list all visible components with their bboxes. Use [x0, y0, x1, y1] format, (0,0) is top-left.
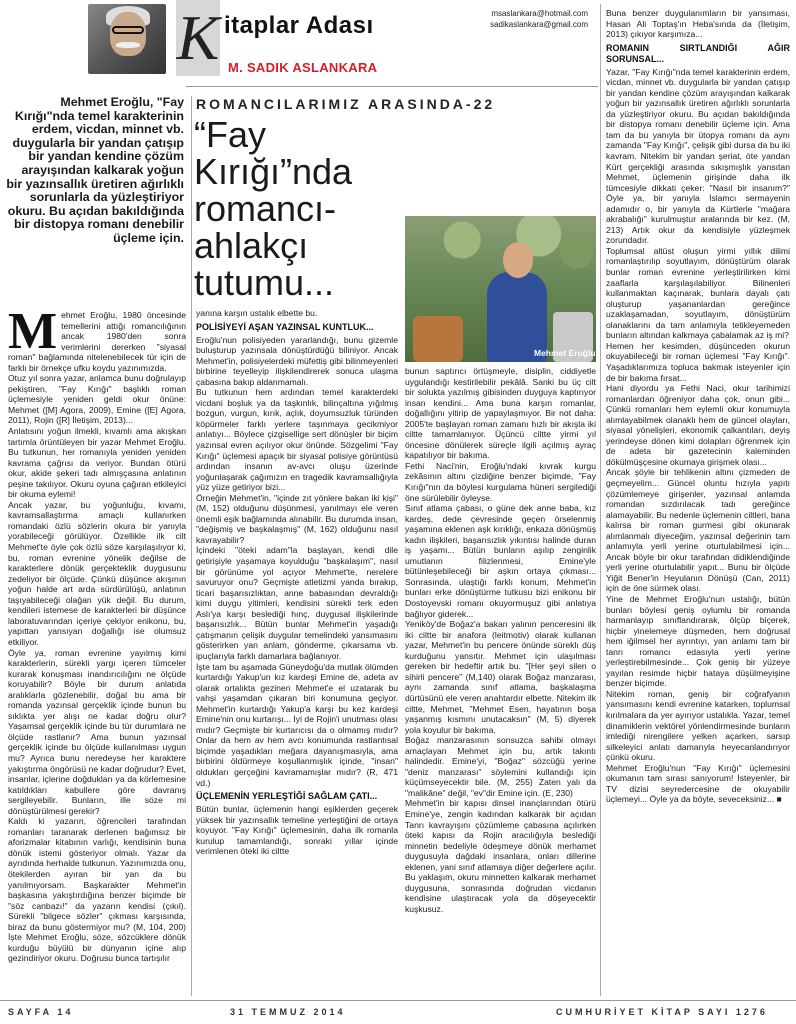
email-1[interactable]: msaslankara@hotmail.com — [491, 9, 588, 18]
paragraph: Hani diyordu ya Fethi Naci, okur tarihimizi romanlardan öğreniyor daha çok, onun gibi... Çünkü romanları hem eylemli okur konumuyla alımlayabilmek olanaklı hem de güncel olayları, siyasal yönelişleri, ekonomik çalkantıları, deyiş yerindeyse dönen kimi dolapları öğrenmek için de adeta bir gazetecinin kaleminden dökülmüşçesine okumaya girişmek olası... — [606, 383, 790, 467]
paragraph: Toplumsal altüst oluşun yirmi yıllık dilimi romanlaştırılıp soyutlayım, dönüştürüm olarak bunlar roman evrenine yerleştirilirken kimi zaaflarla karşılaşılabiliyor. Bilinenleri kullanmaktan kaçınarak, bunlara dayalı çatı oluşturup yaşananlardan gereğince uzaklaşamadan, soyutlayım, dönüştürüm olanaklarını da tam anlamıyla tetikleyemeden bunların altından kalkmaya çabalamak az iş mi? — [606, 245, 790, 341]
article-column-2 — [196, 308, 398, 996]
article-column-3 — [405, 366, 596, 996]
author-photo — [88, 4, 166, 74]
page-footer — [0, 1000, 796, 1024]
drop-cap: M — [8, 310, 58, 360]
paragraph: Ancak yazar, bu yoğunluğu, kıvamı, kavramsallaştırma amaçlı kullanırken romandaki özlü sözlerin okura bir yanıyla yorabileceği görülüyor. Özellikle ilk cilt Mehmet'te öyle çok özlü söze karşılaşılıyor ki, bu, roman evrenine yönelik değilse de karakterlere dönük gerçekteklik duygusunu zedeliyor bir ölçüde. Çünkü düşünce akışının yoğun halde art arda sürdürülüşü, anlatının taşıyabileceği olağan yük değil. Bu durum, kendileri istemese de karakterleri bir düşünce laboratuvarından içeriye çekiyor enikonu, bu, yapıttan yansıyan doğallığı ise olumsuz etkiliyor. — [8, 499, 186, 647]
subheading: ROMANIN SIRTLANDIĞI AĞIR SORUNSAL... — [606, 42, 790, 64]
paragraph: İçindeki "öteki adam"la başlayan, kendi dile getirişiyle yaşamaya koyulduğu "başkalaşım", nasıl bir görünüme yol açıyor Mehmet'te, nerelere savuruyor onu? Geçmişte atletizmi yanda bırakıp, ticari başarısızlıktan, anne babasından devraldığı kimi duygu yitimleri, kendisini sürekli terk eden Aslı'ya karşı beslediği hınç, duygusal ilişkilerinde başarısızlık... Bütün bunlar Mehmet'in yaşadığı çatışmanın çelişik duygular temelindeki yansımasını gösterirken yan anlam, gönderme, çıkarsama vb. ipuçlarıyla farklı damarlara bağlanıyor. — [196, 545, 398, 661]
header-rule — [186, 86, 598, 87]
paragraph: Nitekim roman, geniş bir coğrafyanın yansımasını kendi evrenine katarken, toplumsal kırılmalara da yer ayırıyor ustalıkla. Yazar, temel dinamiklerin vektörel yönlendirmesinde bunların imlediği nirengilere yelken açarken, sarsıp silkeleyici anlatı damarıyla heyecanlandırıyor çünkü okuru. — [606, 688, 790, 763]
subheading: POLİSİYEYİ AŞAN YAZINSAL KUNTLUK... — [196, 321, 374, 332]
author-face — [110, 12, 146, 56]
paragraph: Sınıf atlama çabası, o güne dek anne baba, kız kardeş, dede çevresinde geçen örselenmiş yaşamına eklenen aşk kırıklığı, enkaza dönüşmüş kadın ilişkileri, başarısızlık yıkıntısı halinde duran iş yaşamı... Bütün bunların aşılıp zenginlik umutlanın filizlenmesi, Emine'yle bütünleşebileceği bir aşkın ortaya çıkması... Sonrasında, ulaştığı farklı konum, Mehmet'in bunları erke dönüştürme tutkusu bizi enikonu bir Dostoyevski romanı okuyormuşuz gibi anlatıya bağlıyor giderek... — [405, 503, 596, 619]
article-column-1 — [8, 310, 186, 996]
footer-date: 31 TEMMUZ 2014 — [230, 1007, 346, 1017]
paragraph: Öyle ya, roman evrenine yayılmış kimi karakterlerin, sürekli yargı içeren tümceler kurarak konuşması inandırıcılığını ne ölçüde koruyabilir? Böyle bir durum anlatıda aralıklarla gözlenebilir, doğal bu ama bir romanda yazınsal gerçeklik içinde bunun bu sıklıkta yer alışı ne kadar doğru olur? Yaşamsal gerçeklik içinde bu tür durumlara ne ölçüde rastlanır? Ama bunun yazınsal gerçeklik içinde bu ölçüde kullanılması uygun mu? Ayrıca bunu neredeyse her karaktere yakıştırma öngörüsü ne kadar doğrudur? Evet, insanlar, içlerine doğdukları ya da körlemesine katıldıkları kabullere göre davranış sergileyebilir. Bunların, ille söze mi dönüştürülmesi gerekir? — [8, 647, 186, 816]
column-divider — [600, 4, 601, 996]
author-emails — [486, 8, 588, 30]
article-column-4 — [606, 8, 790, 996]
headline: “Fay Kırığı”nda romancı-ahlakçı tutumu... — [194, 114, 353, 303]
paragraph: Eroğlu'nun polisiyeden yararlandığı, bunu gizemle buluşturup yazınsala dönüştürdüğü biliniyor. Ancak Mehmet'in, polisiyelerdeki müfettiş gibi bilinmeyenleri birbirine teyelleyip ilişkilendirerek sonuca ulaşma çabasına bakıp aldanmamalı. — [196, 334, 398, 387]
footer-publication: CUMHURİYET KİTAP SAYI 1276 — [556, 1007, 768, 1017]
paragraph: Yeniköy'de Boğaz'a bakan yalının penceresini ilk iki ciltte bir anafora (leitmotiv) olarak kullanan yazar, Mehmet'in bu pencere önünde süreklı düş kurduğunu yansıtır. Mehmet için ulaşılması gereken bir hedeftir artık bu. "[Her şeyi silen o sihirli pencere" (M,140) olarak Boğaz manzarası, aynı zamanda sınıf atlama, başkalaşma dürtüsünü ele veren anahtardır elbette. Nitekim ilk ciltte, Mehmet, "Mehmet Esen, hayatının boşa yaşanmış kısmını unutacaksın" (M, 5) diyerek yola koyulur bir bakıma. — [405, 619, 596, 735]
photo-caption: Mehmet Eroğlu — [534, 348, 596, 358]
subheading: ÜÇLEMENİN YERLEŞTİĞİ SAĞLAM ÇATI... — [196, 791, 378, 802]
section-kicker: ROMANCILARIMIZ ARASINDA-22 — [196, 96, 496, 112]
paragraph: Bu tutkunun hem ardından temel karakterdeki vicdani boşluk ya da taşkınlık, bilinçaltına yığılmış bozgun, vurgun, kırık, açlık, doyumsuzluk türünden köpürmeler farklı yerlere taşınmaya gecikmiyor anlatıyı... Böylece çizgisellige sert dönüşler bir biçim yazınsal evren açılıyor okur önünde. Sözgelimi "Fay Kırığı" üçlemesi apaçık bir siyasal polisiye görüntüsü ardından insanın av-avcı oluşu üzerinde yoğunlaşarak çağımızın en tragedik kavramsallığıyla yüz yüze getiriyor bizi... — [196, 387, 398, 493]
paragraph: Bütün bunlar, üçlemenin hangi eşiklerden geçerek yüksek bir yazınsallık temeline yerleştiğini de ortaya koyuyor. "Fay Kırığı" üçlemesinin, daha ilk romanla kurulup tamamlandığı, sonraki yıllar içinde verimlenen öteki iki ciltte — [196, 804, 398, 857]
paragraph: Otuz yıl sonra yazar, anlamca bunu doğrulayıp pekiştiren, "Fay Kırığı" başlıklı roman üçlemesiyle yeniden geldi okur önüne: Mehmet ([M] Agora, 2009), Emine ([E] Agora, 2011), Rojin ([R] İletişim, 2013)... — [8, 373, 186, 426]
paragraph: bunun saptırıcı örtüşmeyle, disiplin, ciddiyetle uygulandığı kestirilebilir pekâlâ. Sanki bu üç cilt bir solukta yazılmış gibisinden duyguya kaptırıyor insan kendini... Ama buna karşın romanlar, doğallığını yitirip de yapaylaşmıyor. Bir not daha: 2005'te başlayan roman zamanı hızlı bir akışla iki ciltte tamamlanıyor. Üçüncü ciltte yirmi yıl öncesine dönülerek süreçle ilgili açılmış ayraç kapatılıyor bir bakıma. — [405, 366, 596, 461]
column-letter: K — [176, 0, 220, 76]
author-moustache — [116, 42, 140, 48]
paragraph: Kaldı ki yazarın, öğrencileri tarafından romanları taranarak derlenen bağımsız bir aforizmalar kitabının varlığı, kendisinin buna dönük istemi gösteriyor olmalı. Yazar da ayrıdında herhalde tutkunun. Yazınımızda onu, ötekilerden ayıran bir yan da bu yanılmıyorsam. Başkarakter Mehmet'in başkasına yakıştırdığına benzer biçimde bir "söz canbazı!" da yazarın kendisi (çıkıl). Sürekli "bilgece sözler" çıkması karşısında, biraz da bunu göstermiyor mu? (M, 104, 200) İşte Mehmet Eroğlu, söze, sözcüklere dönük kurduğu büyülü bir dünyanın içine alıp gezindiriyor okuru. Doğrusu bunca tartışılır — [8, 816, 186, 964]
footer-page-number: SAYFA 14 — [8, 1007, 74, 1017]
column-title: itaplar Adası — [224, 12, 374, 39]
eroglu-photo — [405, 216, 596, 362]
paragraph: Ancak şöyle bir tehlikenin altını çizmeden de geçmeyelim... Güncel oluntu hızıyla yapıtı çözümlemeye girişenler, yazınsal anlamda romandan sızdırılacak tadı gereğince alamayabilir. Bu nedenle üçlemenin ciltleri, bana kalırsa bir roman gurmesi gibi okunarak alımlanmalı diyeceğim, yazınsal değerinin tam anlamıyla yerli yerine oturtulabilmesi için... Ancak böyle bir okur tarafından didiklendiğinde yerli yerine oturtulabilir yapıt... Bunu bir ölçüde Yiğit Bener'in Heyulanın Dönüşü (Can, 2011) için de öne sürmek olası. — [606, 467, 790, 594]
paragraph: ehmet Eroğlu, 1980 öncesinde temellerini attığı romancılığının ancak 1980'den sonra verimlerini dererken "siyasal roman" bağlamında nitelenebilecek tür için de farklı bir örnekçe ufku koydu yazınımızda. — [8, 310, 186, 373]
paragraph: Örneğin Mehmet'in, "içinde zıt yönlere bakan iki kişi" (M, 152) olduğunu düşünmesi, yanılmayı ele veren önemli eşik bağlamında alınabilir. Bu durumda insan, "değişmiş ve başkalaşmış" (M, 162) olduğunu nasıl kavrayabilir? — [196, 492, 398, 545]
author-glasses — [112, 26, 144, 34]
end-mark-icon: ■ — [776, 794, 782, 805]
photo-person-head — [503, 242, 533, 278]
paragraph: İşte tam bu aşamada Güneydoğu'da mutlak ölümden kurtardığı Yakup'un kız kardeşi Emine de, adeta av olarak ortalıkta gezinen Mehmet'e el uzatarak bu vahşi yaşamdan çıkaran biri konumuna geçiyor. Mehmet'in kurtardığı Yakup'a karşı bu kez kardeşi Emine'nin onu kurtarışı... İyi de Rojin'i unutması olası mıdır? Geçmişte bir kurtarıcısı da o olmamış mıdır? Onlar da hem av hem avcı konumunda rastlantısal biçimde yaşadıkları meğara dayanışmasıyla, ama birbirini öldürmeye koşullanmışlık içinde, "insan" oldukları gerçeğini kavramamışlar mıdır? (R, 471 vd.) — [196, 661, 398, 788]
lead-paragraph: Mehmet Eroğlu, "Fay Kırığı"nda temel karakterinin erdem, vicdan, minnet vb. duygularla bir yandan çatışıp bir yandan kendine çözüm arayışından kalkarak yoğun bir yazınsallık üretiren ağırlıklı sorunlarla da yüzleştiriyor okuru. Bu açıdan bakıldığında bir distopya romanı denebilir üçleme için. — [6, 95, 184, 245]
photo-pot — [413, 316, 463, 362]
paragraph: Fethi Naci'nin, Eroğlu'ndaki kıvrak kurgu zekâsının altını çizdiğine benzer biçimde, "Fay Kırığı"nın da böylesi kurgulama hüneri sergilediği öne sürülebilir öyleyse. — [405, 460, 596, 503]
photo-foliage — [405, 216, 596, 276]
paragraph: Buna benzer duygulanımların bir yansıması, Hasan Ali Toptaş'ın Heba'sında da (İletişim, 2013) çıkıyor karşımıza... — [606, 8, 790, 40]
paragraph: Anlatısını yoğun ilmekli, kıvamlı ama akışkan tartımla örüntüleyen bir yazar Mehmet Eroğlu. Bu tutkunun, her romanıyla yeniden yeniden kavrama çağrısı da veriyor. Bundan ötürü okur, akide şekeri tadı almışçasına anlatının peşine takılıyor. Okuru oyuna çağıran etkileyici bir okuma eylemi! — [8, 426, 186, 500]
email-2[interactable]: sadikaslankara@gmail.com — [490, 20, 588, 29]
closing-paragraph: Mehmet Eroğlu'nun "Fay Kırığı" üçlemesini okumanın tam sırası sanıyorum! İsteyenler, bir TV dizisi seyredercesine de okuyabilir üçlemeyi... Öyle ya da böyle, seveceksiniz... — [606, 762, 790, 805]
paragraph: Boğaz manzarasının sonsuzca sahibi olmayı amaçlayan Mehmet için bu, artık takıntı halindedir. Emine'yi, "Boğaz" sözcüğü yerine "deniz manzarası" söylemini kullandığı için küçümseyecektir bile. (M, 255) Zaten yalı da "malikâne" değil, "ev"dir Emine için. (E, 230) — [405, 735, 596, 798]
paragraph — [606, 763, 790, 805]
paragraph: Mehmet'in bir kapısı dinsel inançlarından ötürü Emine'ye, zengin kadından kalkarak bir açıdan Tanrı kavrayışını çözümleme çabasına açılırken öteki kapısı da Rojin aracılığıyla beslediği minnetin bedeliyle ödeşmeye dönük merhamet duygusuyla dağdaki insanlara, onları dillerine eklenen, yani sınıf atlamaya diğer değerlere açılır. Bu yaklaşım, okuru minnetten kalkarak merhamet duygusuna, sonrasında doğrudan vicdanın kendisine ulaştıracak yola da döşeyecektir kuşkusuz. — [405, 798, 596, 914]
author-name: M. SADIK ASLANKARA — [228, 60, 378, 75]
paragraph: Yazar, "Fay Kırığı"nda temel karakterinin erdem, vicdan, minnet vb. duygularla bir yandan çatışıp bir yandan kendine çözüm arayışından kalkarak yoğun bir yazınsallık üretiren ağırlıklı sorunlarla da yüzleştiriyor okuru. Bu açıdan bakıldığında bir distopya romanı denebilir üçleme için. Ama tam da bu yanıyla bir ütopya romanı da aynı zamanda "Fay Kırığı", çelişik gibi dursa da bu iki kavram. Nitekim bir yandan şeriat, öte yandan Kürt gerçekliği arasında sıkışmışlık yansıtan Mehmet, üçlemenin girişinde daha ilk tümcesiyle dikkati çeker: "Nasıl bir insanım?" Öyle ya, bir yanıyla İslamcı sermayenin adamıdır o, bir yanıyla da Kürtlerle "mağara akrabalığı" kurulmuştur aralarında bir kez. (M, 213) Artık okur da kendisiyle yüzleşmek zorundadır. — [606, 66, 790, 246]
paragraph: Hemen her kesimden, düşünceden okurun okuyabileceği bir roman üçlemesi "Fay Kırığı". Yaşadıklarımıza topluca bakmak isteyenler için de bir bakıma fırsat... — [606, 340, 790, 383]
paragraph: yanına karşın ustalık elbette bu. — [196, 308, 318, 318]
paragraph: Yine de Mehmet Eroğlu'nun ustalığı, bütün bunları böylesi geniş oylumlu bir romanda harmanlayıp sınıflandırarak, ölçüp biçerek, hiçbir yinelemeye düşmeden, hem doğrusal hem iğilmsel her ayrıntıyı, yan anlamı tam bir tanrı romancı edasıyla yerli yerine yerleştirebilmesinde... Çok geniş bir yüzeye yayılan resimde hiçbir hataya düşülmeyişine benzer biçimde. — [606, 593, 790, 689]
column-divider — [191, 96, 192, 996]
